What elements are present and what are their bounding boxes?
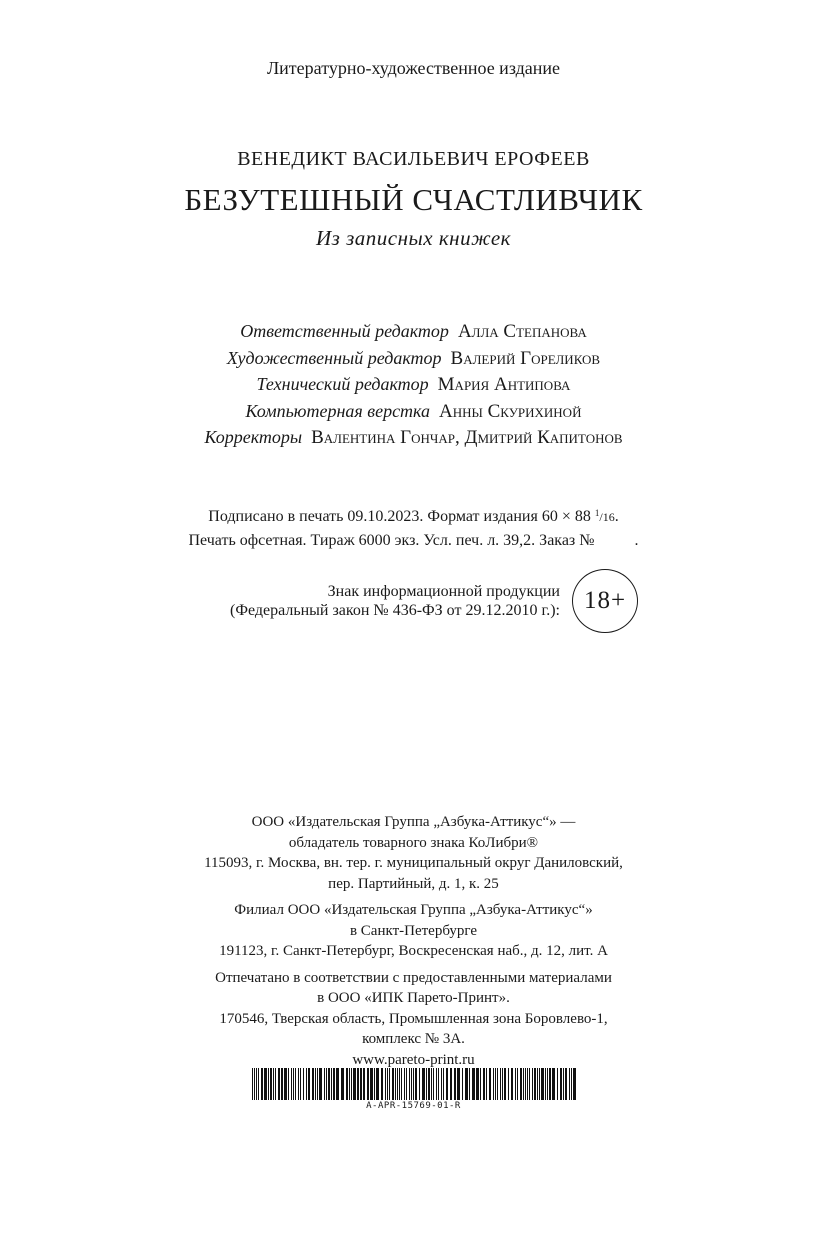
author-name: ВЕНЕДИКТ ВАСИЛЬЕВИЧ ЕРОФЕЕВ	[237, 148, 590, 170]
imprint-block	[0, 502, 827, 552]
publisher-line: ООО «Издательская Группа „Азбука-Аттикус“» —	[251, 814, 576, 830]
credit-row	[0, 345, 827, 372]
credit-name: Анны Скурихиной	[439, 400, 582, 422]
publisher-line: 191123, г. Санкт-Петербург, Воскресенская наб., д. 12, лит. А	[219, 943, 608, 959]
credit-row	[0, 398, 827, 425]
imprint-line-1	[0, 502, 827, 529]
publisher-line: 115093, г. Москва, вн. тер. г. муниципальный округ Даниловский,	[204, 855, 623, 871]
format-denominator: /16	[599, 510, 615, 524]
format-numerator: 1	[594, 508, 600, 518]
printer-group	[0, 968, 827, 1071]
credit-name: Мария Антипова	[437, 374, 571, 395]
publisher-line: Отпечатано в соответствии с предоставленными материалами	[215, 969, 612, 986]
imprint-punct: .	[614, 508, 619, 525]
imprint-text: Подписано в печать 09.10.2023. Формат издания 60 × 88	[208, 508, 595, 525]
credit-row	[0, 424, 827, 451]
imprint-text: Печать офсетная. Тираж 6000 экз. Усл. печ. л. 39,2. Заказ №	[188, 532, 595, 549]
publisher-line: комплекс № 3А.	[362, 1031, 465, 1047]
credit-row	[0, 371, 827, 398]
publisher-group	[0, 812, 827, 894]
publisher-info	[0, 812, 827, 1076]
publisher-line: в ООО «ИПК Парето-Принт».	[317, 990, 510, 1006]
credit-role: Корректоры	[204, 427, 303, 447]
credit-name: Алла Степанова	[457, 321, 587, 342]
age-notice-law: (Федеральный закон № 436-ФЗ от 29.12.2010 г.):	[229, 602, 560, 619]
credits-list	[0, 318, 827, 451]
genre-label: Литературно-художественное издание	[266, 58, 561, 78]
age-rating-badge	[572, 569, 638, 633]
credit-role: Компьютерная верстка	[245, 400, 431, 421]
credit-role: Технический редактор	[256, 374, 429, 394]
credit-role: Ответственный редактор	[240, 321, 449, 341]
age-notice-line: Знак информационной продукции	[327, 583, 560, 600]
age-notice-text	[190, 582, 560, 620]
publisher-line: пер. Партийный, д. 1, к. 25	[328, 875, 499, 892]
branch-group	[0, 900, 827, 962]
format-fraction	[595, 510, 615, 524]
publisher-line: 170546, Тверская область, Промышленная зона Боровлево-1,	[219, 1010, 608, 1027]
printer-website: www.pareto-print.ru	[352, 1051, 475, 1068]
barcode-label: A-APR-15769-01-R	[366, 1101, 461, 1111]
publisher-line: Филиал ООО «Издательская Группа „Азбука-Аттикус“»	[234, 902, 593, 918]
credit-row	[0, 318, 827, 345]
publisher-line: в Санкт-Петербурге	[349, 922, 478, 939]
credit-role: Художественный редактор	[226, 347, 442, 368]
age-rating-text: 18+	[583, 587, 627, 614]
book-title: БЕЗУТЕШНЫЙ СЧАСТЛИВЧИК	[184, 182, 643, 217]
book-subtitle: Из записных книжек	[316, 226, 511, 250]
credit-name: Валерий Гореликов	[450, 347, 601, 369]
imprint-line-2	[0, 529, 827, 552]
barcode-icon	[252, 1068, 578, 1100]
imprint-punct: .	[634, 532, 639, 549]
credit-name: Валентина Гончар, Дмитрий Капитонов	[311, 427, 623, 448]
publisher-line: обладатель товарного знака КоЛибри®	[288, 834, 539, 851]
